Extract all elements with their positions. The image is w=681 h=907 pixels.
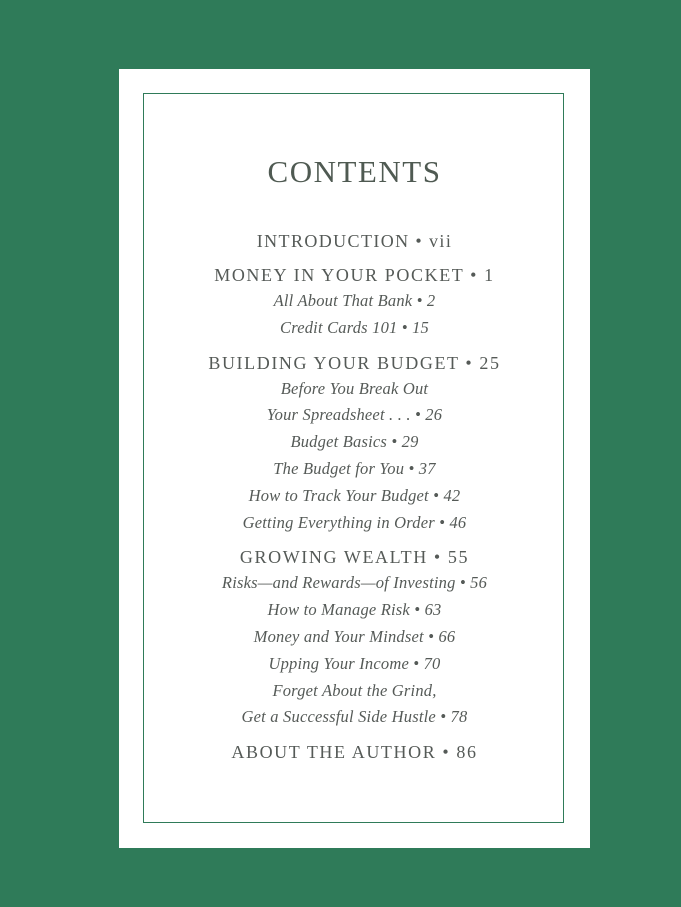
contents-page <box>119 69 590 848</box>
toc-section-building-your-budget: BUILDING YOUR BUDGET • 25 <box>208 352 501 373</box>
toc-section-introduction: INTRODUCTION • vii <box>256 231 453 251</box>
toc-entry: Risks—and Rewards—of Investing • 56 <box>221 573 488 593</box>
table-of-contents <box>119 228 590 765</box>
toc-entry: Before You Break Out <box>280 378 429 398</box>
toc-entry: The Budget for You • 37 <box>273 458 436 478</box>
toc-entry: Money and Your Mindset • 66 <box>253 626 456 646</box>
contents-title: CONTENTS <box>267 154 442 189</box>
toc-entry: How to Manage Risk • 63 <box>267 600 442 620</box>
toc-section-money-in-your-pocket: MONEY IN YOUR POCKET • 1 <box>214 265 495 285</box>
toc-entry: Budget Basics • 29 <box>290 432 419 452</box>
toc-entry: How to Track Your Budget • 42 <box>248 485 461 505</box>
toc-entry: Upping Your Income • 70 <box>268 653 441 673</box>
toc-section-about-the-author: ABOUT THE AUTHOR • 86 <box>231 742 478 763</box>
toc-entry: Get a Successful Side Hustle • 78 <box>241 707 468 727</box>
toc-entry: All About That Bank • 2 <box>273 291 436 310</box>
toc-entry: Getting Everything in Order • 46 <box>242 512 467 532</box>
toc-entry: Forget About the Grind, <box>272 680 437 700</box>
toc-entry: Credit Cards 101 • 15 <box>279 317 430 337</box>
toc-section-growing-wealth: GROWING WEALTH • 55 <box>239 547 470 568</box>
toc-entry: Your Spreadsheet . . . • 26 <box>266 405 443 425</box>
